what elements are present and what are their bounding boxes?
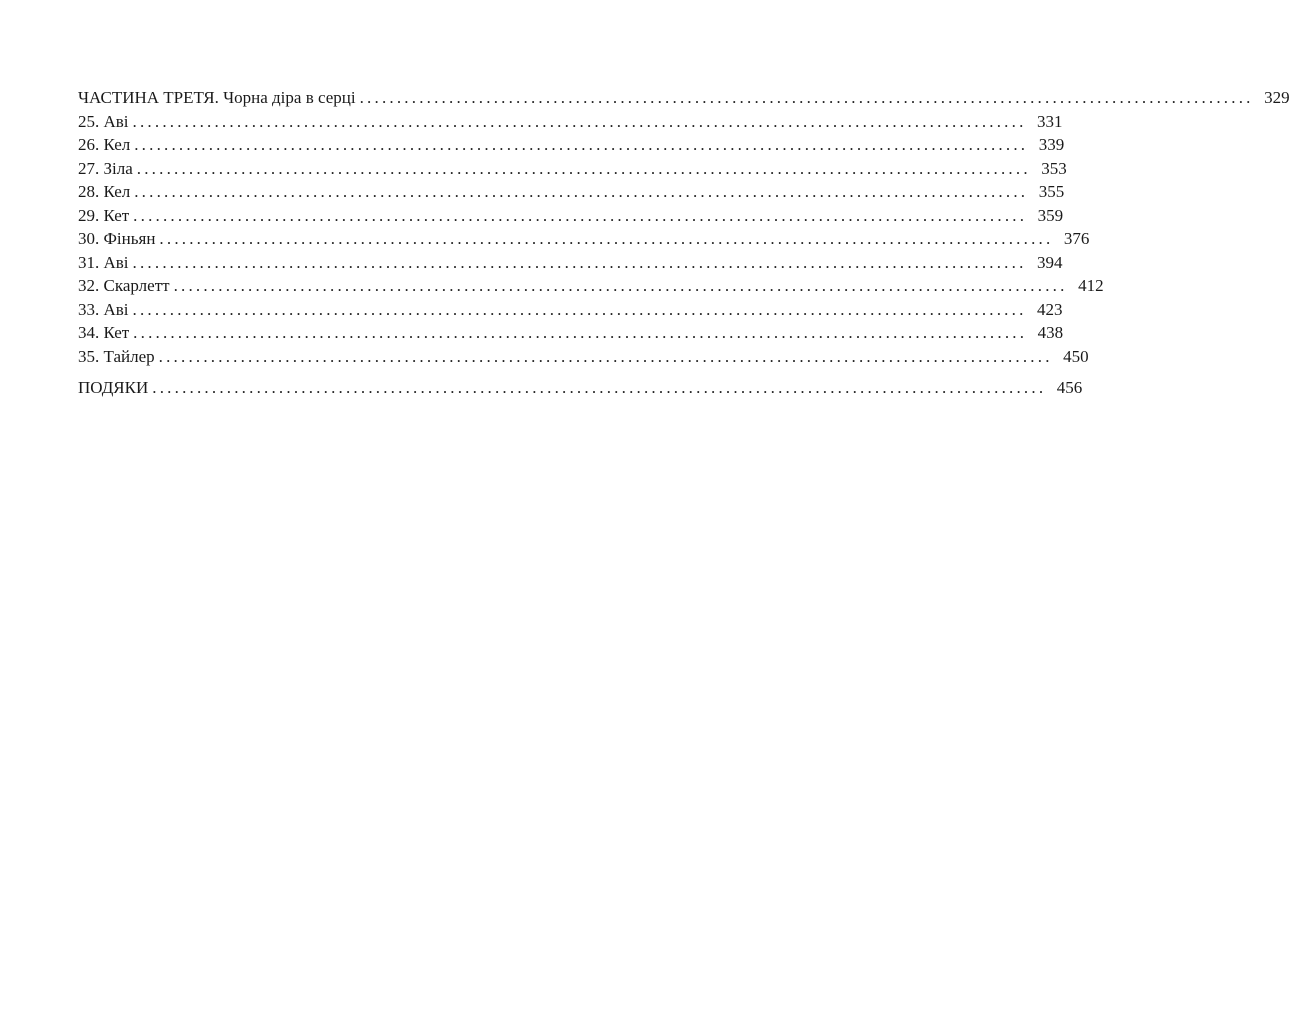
toc-entry-page: 331 <box>1037 111 1063 131</box>
toc-part-entry[interactable] <box>78 86 1290 110</box>
toc-leader-dots: ........................................................................................................................ <box>134 182 1029 201</box>
toc-entry-title: 31. Аві <box>78 252 129 272</box>
toc-entry-page: 423 <box>1037 299 1063 319</box>
toc-leader-dots: ........................................................................................................................ <box>359 88 1254 107</box>
toc-entry-page: 353 <box>1041 158 1067 178</box>
toc-entry-page: 339 <box>1038 135 1065 154</box>
toc-chapter-entry[interactable] <box>78 298 1063 322</box>
toc-chapter-entry[interactable] <box>78 321 1064 345</box>
toc-leader-dots: ........................................................................................................................ <box>133 323 1028 342</box>
toc-leader-dots: ........................................................................................................................ <box>136 158 1031 178</box>
toc-entry-page: 359 <box>1037 205 1064 225</box>
toc-entry-page: 456 <box>1056 378 1083 397</box>
toc-leader-dots: ........................................................................................................................ <box>132 299 1027 319</box>
toc-entry-page: 438 <box>1037 323 1064 342</box>
toc-entry-title: ЧАСТИНА ТРЕТЯ. Чорна діра в серці <box>78 88 356 107</box>
table-of-contents <box>78 86 1290 400</box>
toc-entry-page: 355 <box>1038 182 1065 201</box>
toc-leader-dots: ........................................................................................................................ <box>159 229 1054 248</box>
toc-entry-page: 376 <box>1063 229 1090 248</box>
toc-entry-page: 412 <box>1078 276 1104 295</box>
toc-leader-dots: ........................................................................................................................ <box>133 205 1028 225</box>
toc-chapter-entry[interactable] <box>78 133 1065 157</box>
toc-entry-title: 26. Кел <box>78 135 131 154</box>
toc-chapter-entry[interactable] <box>78 157 1067 181</box>
toc-leader-dots: ........................................................................................................................ <box>158 346 1053 366</box>
toc-entry-title: 25. Аві <box>78 111 129 131</box>
toc-chapter-entry[interactable] <box>78 204 1064 228</box>
toc-leader-dots: ........................................................................................................................ <box>132 252 1027 272</box>
toc-chapter-entry[interactable] <box>78 110 1063 134</box>
toc-entry-page: 450 <box>1063 346 1089 366</box>
toc-entry-title: 27. Зіла <box>78 158 133 178</box>
toc-chapter-entry[interactable] <box>78 251 1063 275</box>
toc-acknowledgements-entry[interactable] <box>78 376 1083 400</box>
toc-entry-title: 32. Скарлетт <box>78 276 170 295</box>
toc-entry-title: 33. Аві <box>78 299 129 319</box>
toc-chapter-entry[interactable] <box>78 180 1065 204</box>
toc-chapter-entry[interactable] <box>78 274 1104 298</box>
toc-chapter-entry[interactable] <box>78 227 1090 251</box>
toc-leader-dots: ........................................................................................................................ <box>152 378 1047 397</box>
toc-entry-title: 28. Кел <box>78 182 131 201</box>
toc-leader-dots: ........................................................................................................................ <box>134 135 1029 154</box>
toc-entry-page: 329 <box>1264 88 1290 107</box>
toc-entry-title: 29. Кет <box>78 205 130 225</box>
toc-entry-title: ПОДЯКИ <box>78 378 149 397</box>
toc-entry-page: 394 <box>1037 252 1063 272</box>
toc-entry-title: 35. Тайлер <box>78 346 155 366</box>
toc-entry-title: 30. Фіньян <box>78 229 156 248</box>
toc-leader-dots: ........................................................................................................................ <box>173 276 1068 295</box>
toc-entry-title: 34. Кет <box>78 323 130 342</box>
toc-leader-dots: ........................................................................................................................ <box>132 111 1027 131</box>
toc-chapter-entry[interactable] <box>78 345 1089 369</box>
